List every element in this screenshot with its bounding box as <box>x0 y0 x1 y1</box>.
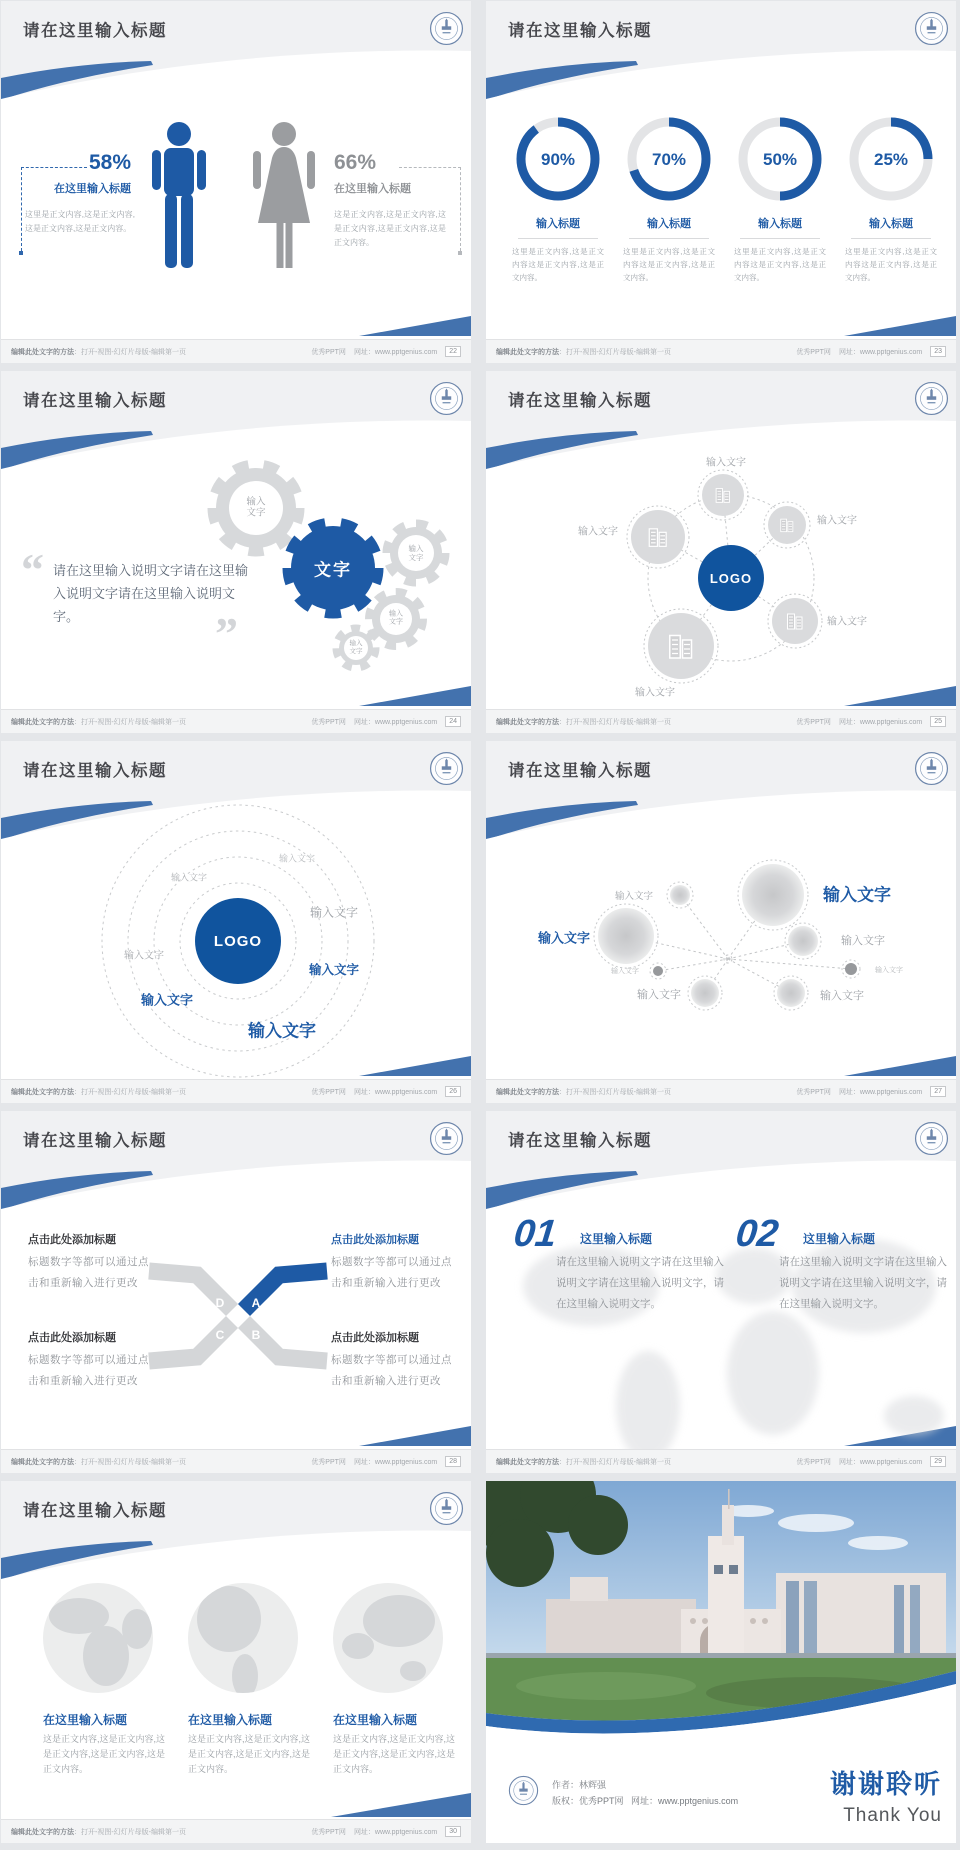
slide-title: 请在这里输入标题 <box>23 22 167 40</box>
footer-site: 优秀PPT网 <box>311 1088 346 1096</box>
divider <box>518 238 598 239</box>
donut-percent: 70% <box>651 150 687 169</box>
point-body: 请在这里输入说明文字请在这里输入说明文字请在这里输入说明文字，请在这里输入说明文字。 <box>556 1256 724 1310</box>
slide-gears[interactable] <box>1 371 471 733</box>
donut-body-text: 这里是正文内容,这是正文内容这是正文内容,这是正文内容。 <box>734 247 826 282</box>
block-body: 标题数字等都可以通过点击和重新输入进行更改 <box>28 1256 149 1289</box>
university-seal-icon <box>914 11 949 46</box>
page-number: 22 <box>445 346 461 357</box>
orbit-label: 输入文字 <box>278 853 316 864</box>
text-block <box>331 1231 459 1294</box>
donut-percent: 50% <box>762 150 798 169</box>
footer-site: 优秀PPT网 <box>796 1088 831 1096</box>
page-number: 25 <box>930 716 946 727</box>
page-number: 29 <box>930 1456 946 1467</box>
footer-site: 优秀PPT网 <box>311 348 346 356</box>
footer-url: 网址：www.pptgenius.com <box>353 348 438 356</box>
footer-url: 网址：www.pptgenius.com <box>838 1088 923 1096</box>
thank-you-cn: 谢谢聆听 <box>829 1769 942 1799</box>
gear-label: 输入文字 <box>408 544 424 562</box>
slide-footer <box>486 709 956 733</box>
footer-site: 优秀PPT网 <box>796 718 831 726</box>
donut-item <box>623 113 715 284</box>
slide-thank-you[interactable] <box>486 1481 956 1843</box>
footer-note-bold: 编辑此处文字的方法 <box>496 1088 559 1096</box>
orbit-label: 输入文字 <box>124 950 164 962</box>
node-label: 输入文字 <box>817 515 857 527</box>
block-heading: 点击此处添加标题 <box>331 1332 419 1344</box>
university-seal-icon <box>914 751 949 786</box>
slide-numbered-points[interactable] <box>486 1111 956 1473</box>
globe-body: 这是正文内容,这是正文内容,这是正文内容,这是正文内容,这是正文内容。 <box>188 1734 311 1774</box>
slide-footer <box>486 1079 956 1103</box>
globe-heading: 在这里输入标题 <box>333 1713 418 1727</box>
footer-url: 网址：www.pptgenius.com <box>838 1458 923 1466</box>
donut-chart <box>734 113 826 205</box>
author-line: 作者：林辉强 <box>552 1780 607 1790</box>
slide-footer <box>486 1449 956 1473</box>
university-seal-icon <box>429 1491 464 1526</box>
quote-text: 请在这里输入说明文字请在这里输入说明文字请在这里输入说明文字。 <box>53 563 249 624</box>
globe-heading: 在这里输入标题 <box>188 1713 273 1727</box>
footer-note-bold: 编辑此处文字的方法 <box>11 718 74 726</box>
footer-note: ：打开-视图-幻灯片母版-编辑第一页 <box>74 1088 186 1096</box>
page-number: 28 <box>445 1456 461 1467</box>
donut-body-text: 这里是正文内容,这是正文内容这是正文内容,这是正文内容。 <box>512 247 604 282</box>
footer-note-bold: 编辑此处文字的方法 <box>496 1458 559 1466</box>
globe-body: 这是正文内容,这是正文内容,这是正文内容,这是正文内容,这是正文内容。 <box>333 1734 456 1774</box>
decorative-dashed-line <box>460 167 461 251</box>
university-seal-icon <box>914 1121 949 1156</box>
slide-title: 请在这里输入标题 <box>23 392 167 410</box>
female-heading: 在这里输入标题 <box>334 183 411 195</box>
decorative-dot <box>19 251 23 255</box>
slide-globes[interactable] <box>1 1481 471 1843</box>
orbit-label: 输入文字 <box>309 905 359 920</box>
slide-footer <box>1 339 471 363</box>
gear-label: 输入文字 <box>389 610 403 626</box>
footer-site: 优秀PPT网 <box>311 718 346 726</box>
node-label: 输入文字 <box>537 930 591 946</box>
footer-note-bold: 编辑此处文字的方法 <box>11 1828 74 1836</box>
slide-background-curves <box>486 741 956 1103</box>
thank-you-block <box>830 1764 942 1827</box>
footer-note-bold: 编辑此处文字的方法 <box>11 1088 74 1096</box>
slide-logo-orbits[interactable] <box>1 741 471 1103</box>
point-heading: 这里输入标题 <box>580 1232 653 1246</box>
page-number: 27 <box>930 1086 946 1097</box>
female-percentage: 66% <box>334 151 377 174</box>
university-seal-icon <box>429 751 464 786</box>
footer-note: ：打开-视图-幻灯片母版-编辑第一页 <box>74 718 186 726</box>
university-seal-icon <box>429 11 464 46</box>
footer-note: ：打开-视图-幻灯片母版-编辑第一页 <box>559 718 671 726</box>
footer-note-bold: 编辑此处文字的方法 <box>11 1458 74 1466</box>
donut-percent: 25% <box>873 150 909 169</box>
node-label: 输入文字 <box>875 967 903 974</box>
decorative-dot <box>458 251 462 255</box>
globe-body: 这是正文内容,这是正文内容,这是正文内容,这是正文内容,这是正文内容。 <box>43 1734 166 1774</box>
svg-text:C: C <box>215 1328 225 1342</box>
svg-text:A: A <box>251 1296 261 1310</box>
slide-title: 请在这里输入标题 <box>508 22 652 40</box>
footer-site: 优秀PPT网 <box>311 1828 346 1836</box>
logo-circle: LOGO <box>195 898 281 984</box>
page-number: 24 <box>445 716 461 727</box>
donut-chart <box>845 113 937 205</box>
slide-title: 请在这里输入标题 <box>23 762 167 780</box>
block-heading: 点击此处添加标题 <box>28 1234 116 1246</box>
node-label: 输入文字 <box>635 687 675 699</box>
footer-note: ：打开-视图-幻灯片母版-编辑第一页 <box>74 1828 186 1836</box>
donut-label: 输入标题 <box>536 218 580 230</box>
university-seal-icon <box>429 381 464 416</box>
globe-graphics <box>43 1583 443 1698</box>
footer-note-bold: 编辑此处文字的方法 <box>496 718 559 726</box>
footer-note-bold: 编辑此处文字的方法 <box>11 348 74 356</box>
point-body: 请在这里输入说明文字请在这里输入说明文字请在这里输入说明文字，请在这里输入说明文字。 <box>779 1256 947 1310</box>
divider <box>629 238 709 239</box>
text-block <box>331 1329 459 1392</box>
point-number: 01 <box>511 1213 559 1255</box>
donut-item <box>845 113 937 284</box>
donut-percent: 90% <box>540 150 576 169</box>
footer-note-bold: 编辑此处文字的方法 <box>496 348 559 356</box>
footer-note: ：打开-视图-幻灯片母版-编辑第一页 <box>74 1458 186 1466</box>
university-seal-icon <box>429 1121 464 1156</box>
globe-heading: 在这里输入标题 <box>43 1713 128 1727</box>
gear-label: 输入文字 <box>246 496 266 519</box>
slide-gender-stats[interactable] <box>1 1 471 363</box>
block-body: 标题数字等都可以通过点击和重新输入进行更改 <box>331 1256 452 1289</box>
point-number: 02 <box>733 1213 781 1255</box>
donut-label: 输入标题 <box>758 218 802 230</box>
logo-circle: LOGO <box>698 545 764 611</box>
footer-site: 优秀PPT网 <box>796 1458 831 1466</box>
donut-chart <box>512 113 604 205</box>
page-number: 26 <box>445 1086 461 1097</box>
gear-label: 输入文字 <box>349 640 363 655</box>
text-block <box>28 1231 156 1294</box>
block-body: 标题数字等都可以通过点击和重新输入进行更改 <box>28 1354 149 1387</box>
page-number: 30 <box>445 1826 461 1837</box>
footer-url: 网址：www.pptgenius.com <box>838 348 923 356</box>
node-label: 输入文字 <box>578 526 618 538</box>
footer-note: ：打开-视图-幻灯片母版-编辑第一页 <box>559 1088 671 1096</box>
slide-footer <box>486 339 956 363</box>
footer-url: 网址：www.pptgenius.com <box>353 718 438 726</box>
male-heading: 在这里输入标题 <box>54 183 131 195</box>
node-label: 输入文字 <box>823 885 891 905</box>
divider <box>740 238 820 239</box>
footer-url: 网址：www.pptgenius.com <box>838 718 923 726</box>
block-heading: 点击此处添加标题 <box>331 1234 419 1246</box>
slide-title: 请在这里输入标题 <box>23 1502 167 1520</box>
slide-background-curves <box>1 371 471 733</box>
footer-url: 网址：www.pptgenius.com <box>353 1458 438 1466</box>
slide-title: 请在这里输入标题 <box>23 1132 167 1150</box>
footer-url: 网址：www.pptgenius.com <box>353 1828 438 1836</box>
point-heading: 这里输入标题 <box>803 1232 876 1246</box>
university-seal-icon <box>508 1775 539 1806</box>
slide-donut-percentages[interactable] <box>486 1 956 363</box>
donut-label: 输入标题 <box>869 218 913 230</box>
divider <box>851 238 931 239</box>
female-body-text: 这是正文内容,这是正文内容,这是正文内容,这是正文内容,这是正文内容。 <box>334 210 446 247</box>
svg-text:D: D <box>215 1296 225 1310</box>
donut-item <box>512 113 604 284</box>
open-quote-icon: “ <box>21 544 44 595</box>
slide-logo-network[interactable] <box>486 371 956 733</box>
svg-text:B: B <box>251 1328 261 1342</box>
node-label: 输入文字 <box>841 935 885 947</box>
slide-title: 请在这里输入标题 <box>508 762 652 780</box>
block-body: 标题数字等都可以通过点击和重新输入进行更改 <box>331 1354 452 1387</box>
orbit-label: 输入文字 <box>170 872 208 883</box>
slide-footer <box>1 709 471 733</box>
donut-body-text: 这里是正文内容,这是正文内容这是正文内容,这是正文内容。 <box>623 247 715 282</box>
slide-node-map[interactable] <box>486 741 956 1103</box>
slide-footer <box>1 1079 471 1103</box>
footer-url: 网址：www.pptgenius.com <box>353 1088 438 1096</box>
donut-item <box>734 113 826 284</box>
donut-body-text: 这里是正文内容,这是正文内容这是正文内容,这是正文内容。 <box>845 247 937 282</box>
credits <box>552 1777 738 1809</box>
block-heading: 点击此处添加标题 <box>28 1332 116 1344</box>
slide-background-curves <box>1 1481 471 1843</box>
thank-you-en: Thank You <box>843 1805 942 1826</box>
site-url: 网址：www.pptgenius.com <box>631 1796 739 1806</box>
slide-footer <box>1 1449 471 1473</box>
orbit-label: 输入文字 <box>308 963 360 977</box>
node-label: 输入文字 <box>706 457 746 469</box>
decorative-dashed-line <box>21 167 22 251</box>
node-label: 输入文字 <box>827 616 867 628</box>
node-label: 输入文字 <box>611 968 639 975</box>
orbit-label: 输入文字 <box>140 992 194 1008</box>
close-quote-icon: ” <box>215 608 238 659</box>
male-percentage: 58% <box>88 151 131 174</box>
male-figure-icon <box>149 119 209 269</box>
donut-chart <box>623 113 715 205</box>
slide-title: 请在这里输入标题 <box>508 392 652 410</box>
node-label: 输入文字 <box>820 990 864 1002</box>
donut-label: 输入标题 <box>647 218 691 230</box>
university-seal-icon <box>914 381 949 416</box>
copyright-line: 版权：优秀PPT网 <box>552 1796 624 1806</box>
slide-footer <box>1 1819 471 1843</box>
footer-site: 优秀PPT网 <box>311 1458 346 1466</box>
footer-note: ：打开-视图-幻灯片母版-编辑第一页 <box>74 348 186 356</box>
page-number: 23 <box>930 346 946 357</box>
decorative-dashed-line <box>399 167 461 168</box>
footer-note: ：打开-视图-幻灯片母版-编辑第一页 <box>559 348 671 356</box>
text-block <box>28 1329 156 1392</box>
gear-center-text: 文字 <box>314 560 352 580</box>
footer-note: ：打开-视图-幻灯片母版-编辑第一页 <box>559 1458 671 1466</box>
female-figure-icon <box>252 119 316 269</box>
node-label: 输入文字 <box>637 989 681 1001</box>
slide-title: 请在这里输入标题 <box>508 1132 652 1150</box>
footer-site: 优秀PPT网 <box>796 348 831 356</box>
male-body-text: 这里是正文内容,这是正文内容,这是正文内容,这是正文内容。 <box>25 210 135 233</box>
orbit-label: 输入文字 <box>248 1021 316 1041</box>
node-label: 输入文字 <box>614 891 654 902</box>
slide-x-arrows[interactable] <box>1 1111 471 1473</box>
